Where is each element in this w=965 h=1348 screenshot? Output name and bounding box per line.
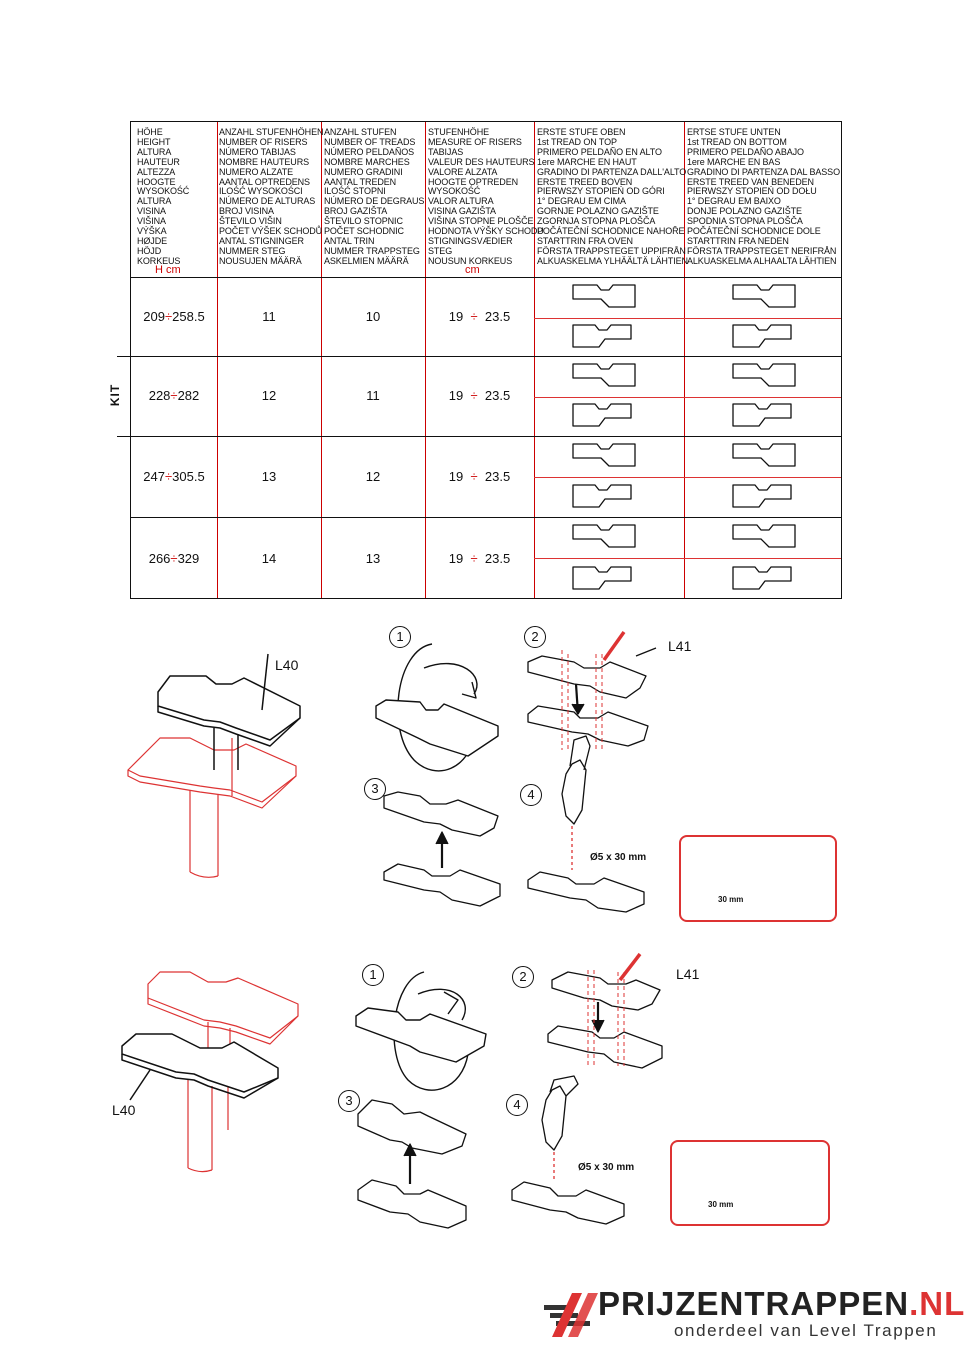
header-line: NOMBRE HAUTEURS <box>219 156 310 167</box>
warning-depth: 30 mm <box>718 895 744 904</box>
header-line: POČÁTEČNÍ SCHODNICE NAHOŘE <box>537 226 685 237</box>
header-line: VISINA <box>137 206 166 217</box>
step-3-badge-bottom: 3 <box>338 1090 360 1112</box>
header-line: ALTEZZA <box>137 166 176 177</box>
header-line: ALKUASKELMA YLHÄÄLTÄ LÄHTIEN <box>537 255 688 266</box>
drill-icon-bottom <box>512 1076 624 1224</box>
tread-shape-icon <box>571 523 639 551</box>
height-max: 282 <box>177 388 200 403</box>
tread-split <box>534 558 841 559</box>
range-symbol: ÷ <box>470 468 478 484</box>
range-symbol: ÷ <box>470 550 478 566</box>
header-line: GRADINO DI PARTENZA DAL BASSO <box>687 166 840 177</box>
header-line: WYSOKOŚĆ <box>137 186 190 197</box>
kit-bracket-bottom <box>117 436 130 437</box>
header-line: HODNOTA VÝŠKY SCHODU <box>428 226 544 237</box>
riser-unit: cm <box>465 264 480 276</box>
range-symbol: ÷ <box>470 388 478 403</box>
height-unit: H cm <box>155 264 181 276</box>
kit-bracket <box>130 356 131 437</box>
header-line: FÖRSTA TRAPPSTEGET UPPIFRÅN <box>537 245 686 256</box>
row-divider <box>131 356 841 357</box>
rotate-arrow <box>376 644 498 771</box>
header-line: VISINA GAZIŠTA <box>428 206 496 217</box>
header-line: ZGORNJA STOPNA PLOŠČA <box>537 216 656 227</box>
header-line: FÖRSTA TRAPPSTEGET NERIFRÅN <box>687 245 837 256</box>
header-line: 1° DEGRAU EM CIMA <box>537 196 626 207</box>
riser-min: 19 <box>448 308 464 324</box>
header-line: PRIMERO PELDAÑO ABAJO <box>687 146 804 157</box>
range-symbol: ÷ <box>165 468 173 484</box>
header-line: HEIGHT <box>137 136 171 147</box>
row-divider <box>131 517 841 518</box>
logo-tld: .NL <box>909 1285 965 1322</box>
height-max: 305.5 <box>172 468 205 484</box>
cell-treads <box>321 388 425 403</box>
height-min: 247 <box>143 468 165 484</box>
header-line: NUMMER TRAPPSTEG <box>324 245 420 256</box>
tread-shape-icon <box>571 402 639 430</box>
header-line: ALTURA <box>137 196 172 207</box>
cell-riser-range <box>425 551 534 566</box>
header-line: ERSTE STUFE OBEN <box>537 127 626 137</box>
header-line: NUMERO ALZATE <box>219 166 294 177</box>
cell-height-range <box>131 388 217 403</box>
tread-split <box>534 397 841 398</box>
header-height <box>137 128 189 267</box>
spec-table <box>130 121 842 599</box>
header-line: DONJE POLAZNO GAZIŠTE <box>687 206 802 217</box>
header-line: VALEUR DES HAUTEURS <box>428 156 535 167</box>
brand-logo <box>542 1285 965 1343</box>
header-line: 1ere MARCHE EN HAUT <box>537 156 637 167</box>
height-min: 209 <box>143 308 165 324</box>
header-line: STEG <box>428 245 453 256</box>
risers-count: 14 <box>261 550 277 566</box>
header-line: GORNJE POLAZNO GAZIŠTE <box>537 206 659 217</box>
tread-shape-icon <box>731 323 799 351</box>
header-line: ERTSE STUFE UNTEN <box>687 127 781 137</box>
tread-shape-icon <box>571 442 639 470</box>
tread-shape-icon <box>731 283 799 311</box>
header-treads <box>324 128 424 267</box>
pencil-icon-bottom <box>620 954 640 980</box>
header-line: STUFENHÖHE <box>428 127 490 137</box>
header-line: VIŠINA STOPNE PLOŠČE <box>428 216 534 227</box>
cell-risers <box>217 309 321 324</box>
warning-box <box>679 835 837 922</box>
riser-min: 19 <box>448 388 464 403</box>
header-line: MEASURE OF RISERS <box>428 136 522 147</box>
treads-count: 12 <box>365 468 381 484</box>
header-line: HØJDE <box>137 235 168 246</box>
header-line: STARTTRIN FRA NEDEN <box>687 235 789 246</box>
tread-shape-icon <box>571 565 639 593</box>
tread-shape-icon <box>571 283 639 311</box>
tread-label-l40-bottom: L40 <box>112 1102 136 1118</box>
cell-treads <box>321 551 425 566</box>
lower-tread-red <box>128 738 296 877</box>
riser-max: 23.5 <box>484 550 511 566</box>
step-2-badge: 2 <box>524 626 546 648</box>
tread-label-l40-top: L40 <box>275 657 299 673</box>
drill-icon <box>528 736 647 912</box>
header-line: HÖHE <box>137 127 163 137</box>
plate-lift <box>384 792 500 906</box>
header-line: PRIMERO PELDAÑO EN ALTO <box>537 146 662 157</box>
header-line: NOMBRE MARCHES <box>324 156 410 167</box>
step-1-badge-bottom: 1 <box>362 964 384 986</box>
header-line: 1st TREAD ON BOTTOM <box>687 136 787 147</box>
drill-guides <box>562 650 602 750</box>
header-first-tread-top <box>537 128 688 267</box>
plate-label-l41-top: L41 <box>668 638 692 654</box>
header-line: ILOŚĆ STOPNI <box>324 186 386 197</box>
header-line: HAUTEUR <box>137 156 180 167</box>
header-first-tread-bottom <box>687 128 840 267</box>
header-line: NUMERO GRADINI <box>324 166 403 177</box>
row-divider <box>131 277 841 278</box>
header-line: ANZAHL STUFEN <box>324 127 397 137</box>
step-1-badge: 1 <box>389 626 411 648</box>
step-2-badge-bottom: 2 <box>512 966 534 988</box>
row-divider <box>131 436 841 437</box>
riser-min: 19 <box>448 550 464 566</box>
header-line: NÚMERO DE DEGRAUS <box>324 196 425 207</box>
tread-shape-icon <box>731 483 799 511</box>
kit-bracket-top <box>117 356 130 357</box>
cell-risers <box>217 388 321 403</box>
header-line: VALOR ALTURA <box>428 196 494 207</box>
logo-brand: PRIJZENTRAPPEN <box>598 1285 910 1322</box>
header-line: VIŠINA <box>137 216 166 227</box>
plate-alignment <box>528 648 656 746</box>
header-line: NÚMERO TABIJAS <box>219 146 296 157</box>
header-line: AANTAL TREDEN <box>324 176 397 187</box>
riser-max: 23.5 <box>484 468 511 484</box>
range-symbol: ÷ <box>170 550 178 566</box>
risers-count: 11 <box>262 308 276 324</box>
treads-count: 10 <box>365 308 381 324</box>
cell-treads <box>321 309 425 324</box>
column-divider <box>217 122 218 598</box>
header-line: POČET VÝŠEK SCHODŮ <box>219 226 323 237</box>
header-line: ŠTEVILO STOPNIC <box>324 216 403 227</box>
tread-shape-icon <box>731 523 799 551</box>
header-line: 1st TREAD ON TOP <box>537 136 617 147</box>
cell-height-range <box>131 469 217 484</box>
step-4-badge: 4 <box>520 784 542 806</box>
header-line: NUMMER STEG <box>219 245 286 256</box>
riser-min: 19 <box>448 468 464 484</box>
plate-label-l41-bottom: L41 <box>676 966 700 982</box>
tread-shape-icon <box>571 362 639 390</box>
header-line: BROJ VISINA <box>219 206 274 217</box>
header-line: VÝŠKA <box>137 226 167 237</box>
treads-count: 13 <box>365 550 381 566</box>
header-line: NÚMERO PELDAÑOS <box>324 146 415 157</box>
height-min: 228 <box>148 388 171 403</box>
header-line: HÖJD <box>137 245 162 256</box>
cell-height-range <box>131 551 217 566</box>
header-line: ANZAHL STUFENHÖHEN <box>219 127 324 137</box>
header-line: VALORE ALZATA <box>428 166 498 177</box>
tread-split <box>534 318 841 319</box>
header-line: ERSTE TREED BOVEN <box>537 176 633 187</box>
cell-height-range <box>131 309 217 324</box>
step-4-badge-bottom: 4 <box>506 1094 528 1116</box>
column-divider <box>425 122 426 598</box>
header-line: HOOGTE <box>137 176 176 187</box>
drill-spec: Ø5 x 30 mm <box>590 852 647 863</box>
header-line: KORKEUS <box>137 255 181 266</box>
height-max: 329 <box>177 550 200 566</box>
range-symbol: ÷ <box>165 308 173 324</box>
range-symbol: ÷ <box>470 308 478 324</box>
tread-shape-icon <box>731 565 799 593</box>
tread-shape-icon <box>731 442 799 470</box>
header-line: BROJ GAZIŠTA <box>324 206 388 217</box>
cell-riser-range <box>425 309 534 324</box>
logo-tagline: onderdeel van Level Trappen <box>674 1321 938 1340</box>
header-riser-measure <box>428 128 544 267</box>
header-line: ALTURA <box>137 146 172 157</box>
rotate-arrow-bottom <box>356 972 486 1090</box>
kit-label: KIT <box>108 383 123 407</box>
riser-max: 23.5 <box>484 308 511 324</box>
tread-shape-icon <box>571 483 639 511</box>
header-line: POČÁTEČNÍ SCHODNICE DOLE <box>687 226 821 237</box>
header-line: NOUSUJEN MÄÄRÄ <box>219 255 302 266</box>
plate-lift-bottom <box>358 1100 466 1228</box>
height-min: 266 <box>148 550 171 566</box>
height-max: 258.5 <box>172 308 205 324</box>
tread-shape-icon <box>571 323 639 351</box>
cell-riser-range <box>425 469 534 484</box>
header-line: ANTAL STIGNINGER <box>219 235 304 246</box>
tread-shape-icon <box>731 402 799 430</box>
step-3-badge: 3 <box>364 778 386 800</box>
header-line: WYSOKOŚĆ <box>428 186 481 197</box>
treads-count: 11 <box>366 388 380 403</box>
stairs-logo-icon <box>542 1289 606 1339</box>
header-line: ILOŚĆ WYSOKOŚCI <box>219 186 303 197</box>
header-line: NOUSUN KORKEUS <box>428 255 513 266</box>
cell-risers <box>217 551 321 566</box>
warning-box-bottom <box>670 1140 830 1226</box>
header-line: ANTAL TRIN <box>324 235 375 246</box>
header-line: ERSTE TREED VAN BENEDEN <box>687 176 814 187</box>
range-symbol: ÷ <box>170 388 178 403</box>
risers-count: 13 <box>261 468 277 484</box>
header-line: ASKELMIEN MÄÄRÄ <box>324 255 409 266</box>
risers-count: 12 <box>261 388 277 403</box>
pencil-icon <box>604 632 624 660</box>
tread-split <box>534 477 841 478</box>
header-line: 1° DEGRAU EM BAIXO <box>687 196 781 207</box>
header-line: HOOGTE OPTREDEN <box>428 176 519 187</box>
header-line: NÚMERO DE ALTURAS <box>219 196 316 207</box>
warning-depth-bottom: 30 mm <box>708 1200 734 1209</box>
tread-shape-icon <box>731 362 799 390</box>
header-line: NUMBER OF RISERS <box>219 136 308 147</box>
cell-risers <box>217 469 321 484</box>
header-line: AANTAL OPTREDENS <box>219 176 310 187</box>
riser-max: 23.5 <box>484 388 511 403</box>
header-line: ŠTEVILO VIŠIN <box>219 216 282 227</box>
header-line: NUMBER OF TREADS <box>324 136 416 147</box>
header-line: ALKUASKELMA ALHAALTA LÄHTIEN <box>687 255 837 266</box>
header-line: GRADINO DI PARTENZA DALL'ALTO <box>537 166 687 177</box>
header-line: 1ere MARCHE EN BAS <box>687 156 781 167</box>
header-line: TABIJAS <box>428 146 464 157</box>
header-line: POČET SCHODNIC <box>324 226 404 237</box>
plate-alignment-bottom <box>548 972 662 1068</box>
logo-wordmark <box>598 1285 965 1323</box>
header-risers <box>219 128 323 267</box>
lower-tread-l40 <box>122 1034 278 1100</box>
header-line: PIERWSZY STOPIEŃ OD DOŁU <box>687 186 817 197</box>
header-line: STIGNINGSVÆDIER <box>428 235 513 246</box>
drill-spec-bottom: Ø5 x 30 mm <box>578 1162 635 1173</box>
header-line: SPODNIA STOPNA PLOŠČA <box>687 216 803 227</box>
cell-treads <box>321 469 425 484</box>
cell-riser-range <box>425 388 534 403</box>
header-line: STARTTRIN FRA OVEN <box>537 235 633 246</box>
header-line: PIERWSZY STOPIEŃ OD GÓRI <box>537 186 665 197</box>
